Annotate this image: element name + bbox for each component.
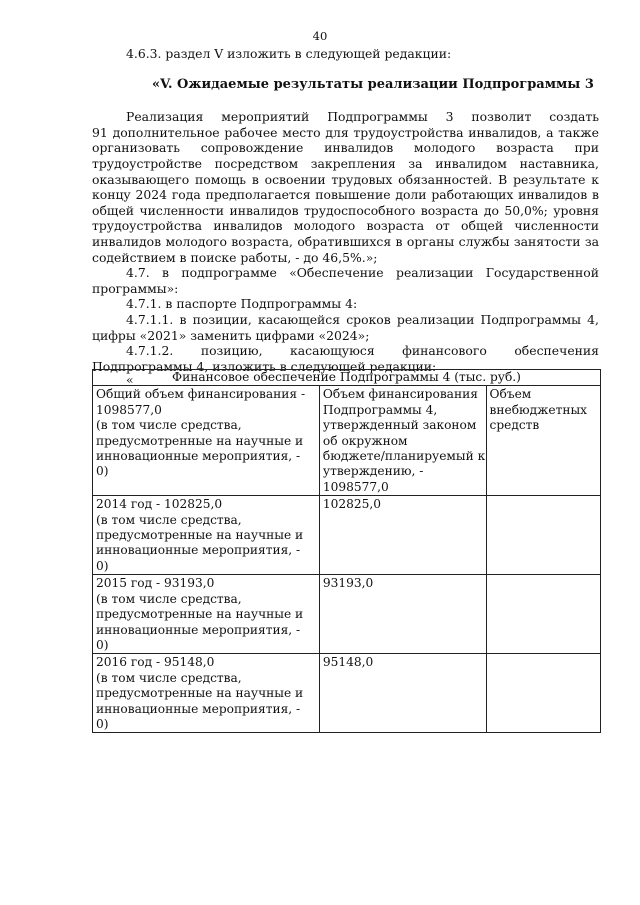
cell-line: внебюджетных <box>489 402 588 417</box>
table-row <box>93 575 601 654</box>
text-line: оказывающего помощь в освоении трудовых обязанностей. В результате к <box>92 171 599 187</box>
cell-line: 0) <box>96 637 109 652</box>
budget-value-cell: 93193,0 <box>319 575 486 654</box>
year-cell <box>93 496 320 575</box>
cell-line: 0) <box>96 716 109 731</box>
cell-line: утвержденный законом <box>322 418 477 433</box>
header-extrabudget-cell <box>486 386 601 496</box>
cell-line: 0) <box>96 558 109 573</box>
cell-line: инновационные мероприятия, - <box>96 701 301 716</box>
text-line: 4.7.1.2. позицию, касающуюся финансового обеспечения <box>126 343 599 359</box>
cell-line: предусмотренные на научные и <box>96 528 304 543</box>
header-budget-cell <box>319 386 486 496</box>
cell-line: Подпрограммы 4, <box>322 402 438 417</box>
table-row <box>93 496 601 575</box>
cell-line: (в том числе средства, <box>96 418 242 433</box>
cell-line: 2016 год - 95148,0 <box>96 655 215 670</box>
results-paragraph <box>92 109 599 265</box>
cell-line: средств <box>489 418 540 433</box>
cell-line: (в том числе средства, <box>96 512 242 527</box>
cell-line: Объем <box>489 387 532 402</box>
text-line: 4.7. в подпрограмме «Обеспечение реализации Государственной <box>126 265 599 281</box>
subprogram-paragraph <box>92 265 599 296</box>
cell-line: инновационные мероприятия, - <box>96 543 301 558</box>
cell-line: Общий объем финансирования - <box>96 387 306 402</box>
cell-line: утверждению, - <box>322 464 424 479</box>
text-line: программы»: <box>92 280 179 296</box>
extrabudget-value-cell <box>486 496 601 575</box>
budget-value-cell: 95148,0 <box>319 654 486 733</box>
page-number: 40 <box>312 29 328 43</box>
opening-quote: « <box>126 372 134 388</box>
table-title: Финансовое обеспечение Подпрограммы 4 (тыс. руб.) <box>93 370 601 386</box>
cell-line: (в том числе средства, <box>96 591 242 606</box>
cell-line: предусмотренные на научные и <box>96 433 304 448</box>
section-instruction: 4.6.3. раздел V изложить в следующей редакции: <box>126 46 452 61</box>
extrabudget-value-cell <box>486 654 601 733</box>
text-line: трудоустройстве посредством закрепления за инвалидом наставника, <box>92 155 599 171</box>
cell-line: об окружном <box>322 433 408 448</box>
cell-line: 2014 год - 102825,0 <box>96 497 223 512</box>
text-line: 4.7.1.1. в позиции, касающейся сроков реализации Подпрограммы 4, <box>126 311 599 327</box>
cell-line: Объем финансирования <box>322 387 478 402</box>
finance-table <box>92 369 601 733</box>
text-line: инвалидов молодого возраста, обратившихся в органы службы занятости за <box>92 233 599 249</box>
cell-line: бюджете/планируемый к <box>322 449 486 464</box>
header-total-cell <box>93 386 320 496</box>
text-line: трудоустройства инвалидов молодого возраста от общей численности <box>92 218 599 234</box>
cell-line: инновационные мероприятия, - <box>96 449 301 464</box>
text-line: содействием в поиске работы, - до 46,5%.»; <box>92 249 378 265</box>
cell-line: инновационные мероприятия, - <box>96 622 301 637</box>
cell-line: предусмотренные на научные и <box>96 607 304 622</box>
table-header-row <box>93 386 601 496</box>
text-line: Реализация мероприятий Подпрограммы 3 позволит создать <box>126 109 599 125</box>
cell-line: 0) <box>96 464 109 479</box>
document-body <box>92 46 599 386</box>
text-line: цифры «2021» заменить цифрами «2024»; <box>92 327 370 343</box>
extrabudget-value-cell <box>486 575 601 654</box>
text-line: 91 дополнительное рабочее место для трудоустройства инвалидов, а также <box>92 124 599 140</box>
table-title-row <box>93 370 601 386</box>
text-line: общей численности инвалидов трудоспособного возраста до 50,0%; уровня <box>92 202 599 218</box>
table-row <box>93 654 601 733</box>
cell-line: 1098577,0 <box>96 402 162 417</box>
cell-line: 1098577,0 <box>322 479 389 494</box>
cell-line: 2015 год - 93193,0 <box>96 576 215 591</box>
year-cell <box>93 575 320 654</box>
passport-paragraph: 4.7.1. в паспорте Подпрограммы 4: <box>126 296 358 312</box>
year-cell <box>93 654 320 733</box>
cell-line: (в том числе средства, <box>96 670 242 685</box>
cell-line: предусмотренные на научные и <box>96 686 304 701</box>
text-line: концу 2024 года предполагается повышение доли работающих инвалидов в <box>92 187 599 203</box>
section-heading: «V. Ожидаемые результаты реализации Подпрограммы 3 <box>152 76 594 92</box>
text-line: Подпрограммы 4, изложить в следующей редакции: <box>92 358 437 374</box>
text-line: организовать сопровождение инвалидов молодого возраста при <box>92 140 599 156</box>
budget-value-cell: 102825,0 <box>319 496 486 575</box>
terms-paragraph <box>92 312 599 343</box>
